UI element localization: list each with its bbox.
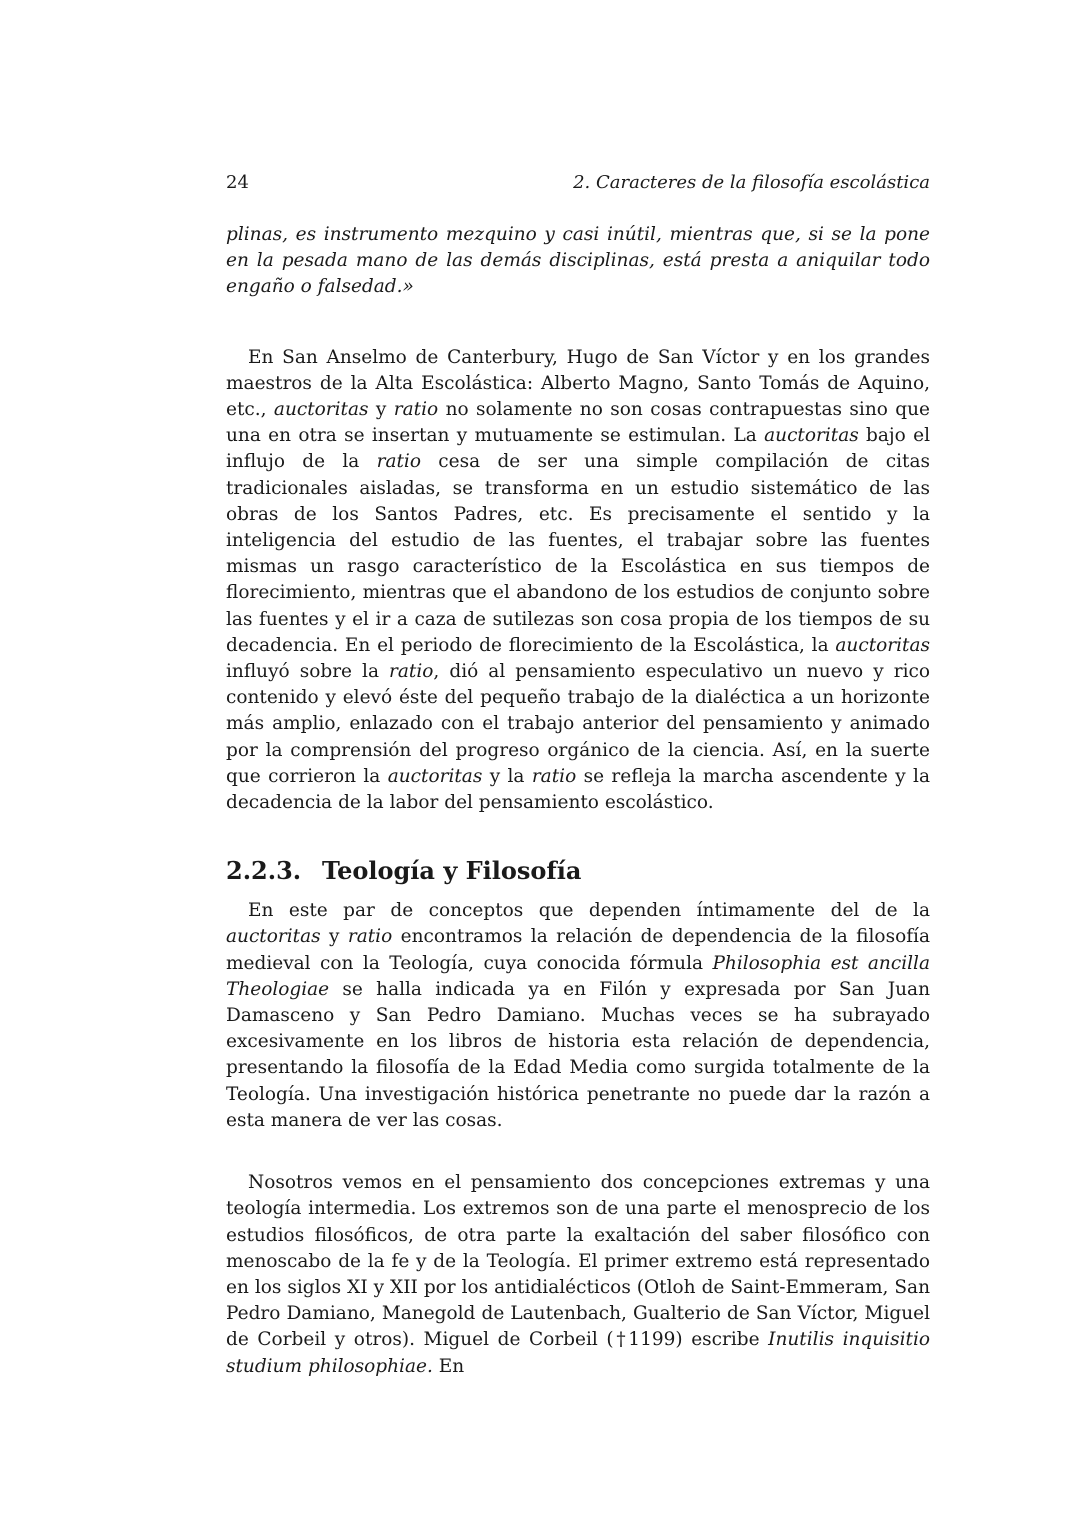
section-heading [226,856,930,886]
paragraph-concepciones-extremas: Nosotros vemos en el pensamiento dos concepciones extremas y una teología intermedia. Los extremos son de una parte el menosprecio de los estudios filosóficos, de otra parte la exaltación del saber filosófico con menoscabo de la fe y de la Teología. El primer extremo está representado en los siglos XI y XII por los antidialécticos (Otloh de Saint-Emmeram, San Pedro Damiano, Manegold de Lautenbach, Gualterio de San Víctor, Miguel de Corbeil y otros). Miguel de Corbeil (†1199) escribe Inutilis inquisitio studium philosophiae. En [226,1172,930,1377]
section-number: 2.2.3. [226,856,302,886]
page-number: 24 [226,172,249,193]
section-title: Teología y Filosofía [322,856,582,886]
paragraph-teologia-filosofia: En este par de conceptos que dependen íntimamente del de la auctoritas y ratio encontramos la relación de dependencia de la filosofía medieval con la Teología, cuya conocida fórmula Philosophia est ancilla Theologiae se halla indicada ya en Filón y expresada por San Juan Damasceno y San Pedro Damiano. Muchas veces se ha subrayado excesivamente en los libros de historia esta relación de dependencia, presentando la filosofía de la Edad Media como surgida totalmente de la Teología. Una investigación histórica penetrante no puede dar la razón a esta manera de ver las cosas. [226,900,930,1131]
document-page [226,170,930,1380]
paragraph-auctoritas-ratio: En San Anselmo de Canterbury, Hugo de San Víctor y en los grandes maestros de la Alta Escolástica: Alberto Magno, Santo Tomás de Aquino, etc., auctoritas y ratio no solamente no son cosas contrapuestas sino que una en otra se insertan y mutuamente se estimulan. La auctoritas bajo el influjo de la ratio cesa de ser una simple compilación de citas tradicionales aisladas, se transforma en un estudio sistemático de las obras de los Santos Padres, etc. Es precisamente el sentido y la inteligencia del estudio de las fuentes, el trabajar sobre las fuentes mismas un rasgo característico de la Escolástica en sus tiempos de florecimiento, mientras que el abandono de los estudios de conjunto sobre las fuentes y el ir a caza de sutilezas son cosa propia de los tiempos de su decadencia. En el periodo de florecimiento de la Escolástica, la auctoritas influyó sobre la ratio, dió al pensamiento especulativo un nuevo y rico contenido y elevó éste del pequeño trabajo de la dialéctica a un horizonte más amplio, enlazado con el trabajo anterior del pensamiento y animado por la comprensión del progreso orgánico de la ciencia. Así, en la suerte que corrieron la auctoritas y la ratio se refleja la marcha ascendente y la decadencia de la labor del pensamiento escolástico. [226,346,930,814]
running-header [226,170,930,200]
quote-continuation: plinas, es instrumento mezquino y casi inútil, mientras que, si se la pone en la pesada mano de las demás disciplinas, está presta a aniquilar todo engaño o falsedad.» [226,224,930,298]
chapter-title: 2. Caracteres de la filosofía escolástica [573,172,930,193]
